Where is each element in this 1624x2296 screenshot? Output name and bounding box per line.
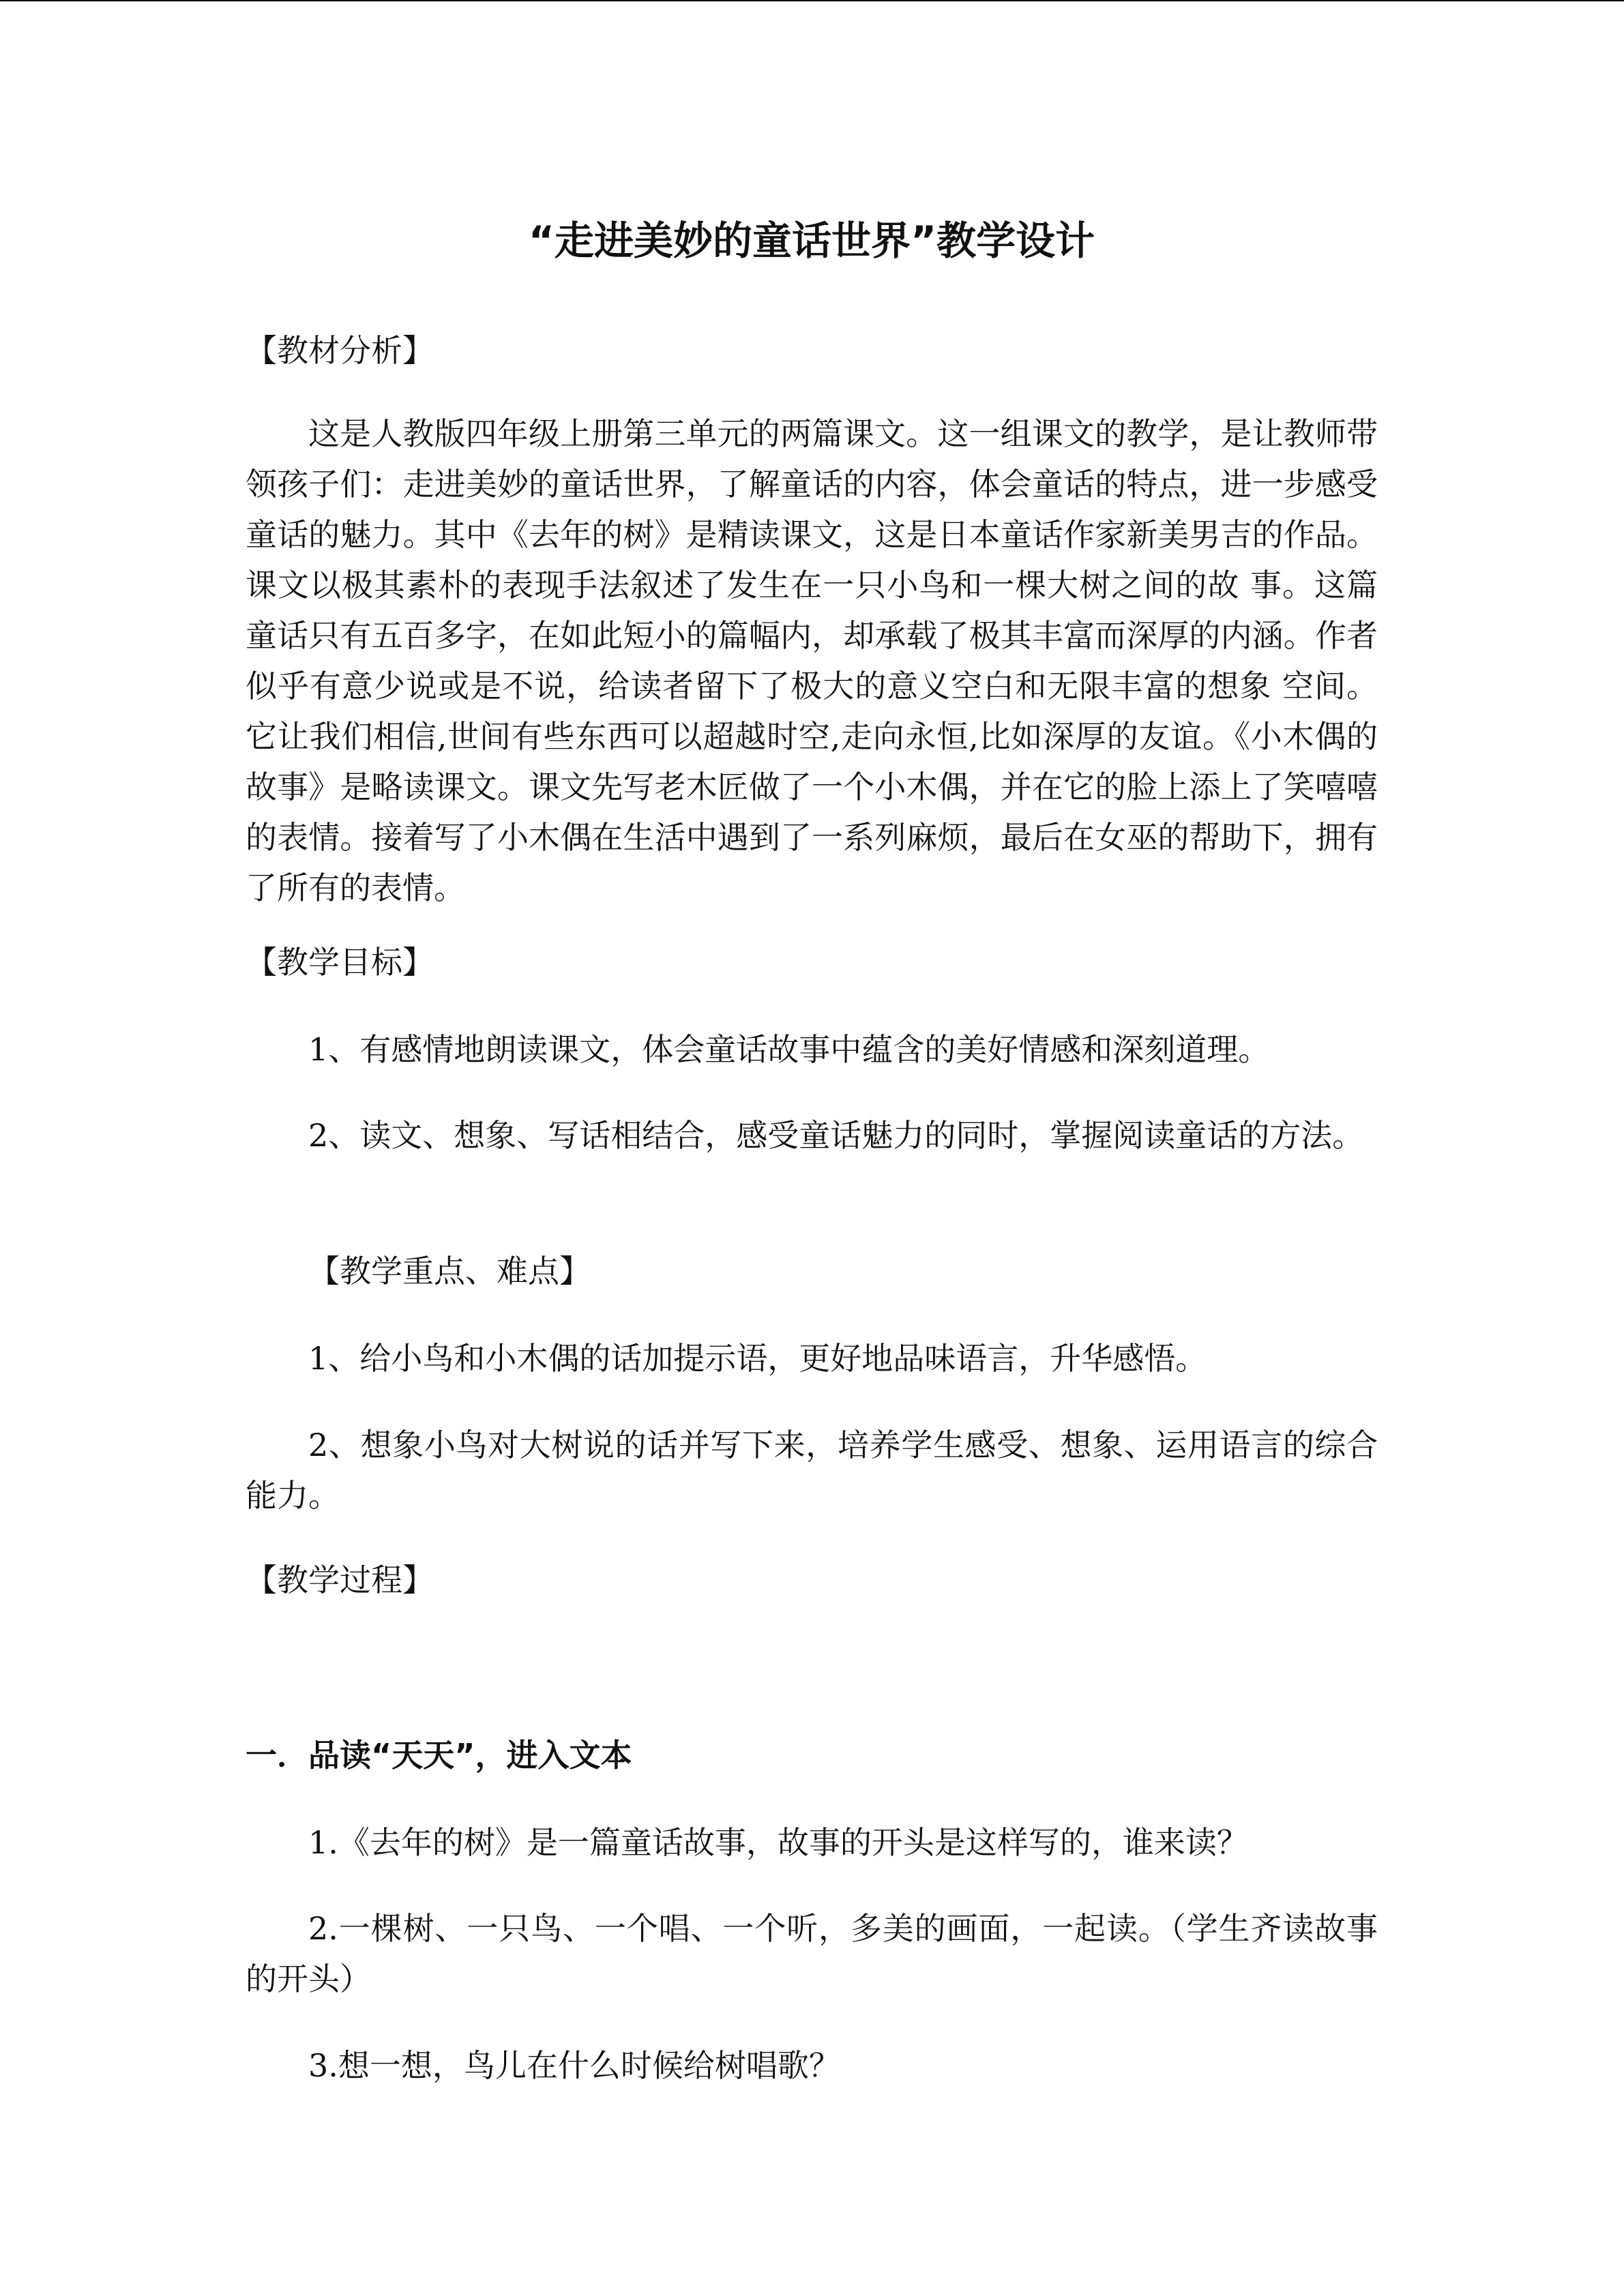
part-one-heading: 一．品读“天天”，进入文本 [246,1737,632,1774]
teaching-goal-item: 2、读文、想象、写话相结合，感受童话魅力的同时，掌握阅读童话的方法。 [308,1117,1364,1154]
process-step-item: 3.想一想，鸟儿在什么时候给树唱歌？ [308,2047,840,2084]
teaching-goal-item: 1、有感情地朗读课文，体会童话故事中蕴含的美好情感和深刻道理。 [308,1031,1270,1068]
process-step-item: 1.《去年的树》是一篇童话故事，故事的开头是这样写的，谁来读？ [308,1824,1248,1861]
section-heading-key-points: 【教学重点、难点】 [308,1253,591,1289]
section-heading-teaching-goals: 【教学目标】 [246,944,434,981]
page-title: “走进美妙的童话世界”教学设计 [528,218,1095,264]
key-point-item: 1、给小鸟和小木偶的话加提示语，更好地品味语言，升华感悟。 [308,1340,1207,1377]
material-analysis-paragraph: 这是人教版四年级上册第三单元的两篇课文。这一组课文的教学，是让教师带领孩子们：走进美妙的童话世界，了解童话的内容，体会童话的特点，进一步感受童话的魅力。其中《去年的树》是精读课文，这是日本童话作家新美男吉的作品。课文以极其素朴的表现手法叙述了发生在一只小鸟和一棵大树之间的故 事。这篇童话只有五百多字，在如此短小的篇幅内，却承载了极其丰富而深厚的内涵。作者似乎有意少说或是不说，给读者留下了极大的意义空白和无限丰富的想象 空间。它让我们相信,世间有些东西可以超越时空,走向永恒,比如深厚的友谊。《小木偶的故事》是略读课文。课文先写老木匠做了一个小木偶，并在它的脸上添上了笑嘻嘻的表情。接着写了小木偶在生活中遇到了一系列麻烦，最后在女巫的帮助下，拥有了所有的表情。 [246,415,1378,906]
section-heading-material-analysis: 【教材分析】 [246,332,434,369]
key-point-item: 2、想象小鸟对大树说的话并写下来，培养学生感受、想象、运用语言的综合能力。 [246,1427,1378,1514]
section-heading-teaching-process: 【教学过程】 [246,1562,434,1598]
process-step-item: 2.一棵树、一只鸟、一个唱、一个听，多美的画面，一起读。（学生齐读故事的开头） [246,1910,1378,1997]
